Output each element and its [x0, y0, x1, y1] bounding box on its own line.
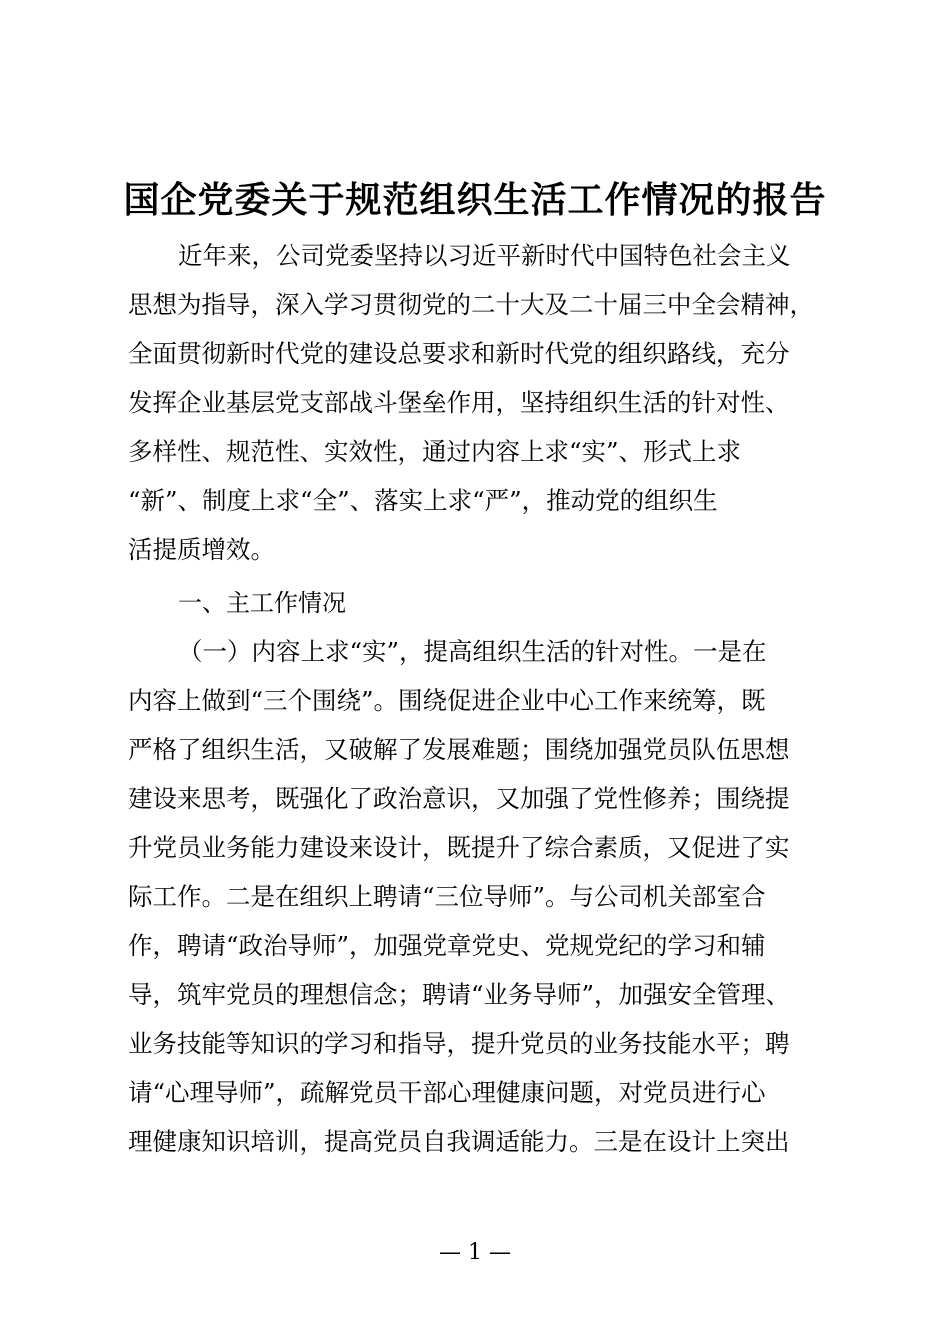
- paragraph-line: 际工作。二是在组织上聘请“三位导师”。与公司机关部室合: [128, 882, 766, 911]
- paragraph-line: 严格了组织生活，又破解了发展难题；围绕加强党员队伍思想: [128, 735, 790, 764]
- paragraph-line: 思想为指导，深入学习贯彻党的二十大及二十届三中全会精神，: [128, 290, 814, 319]
- paragraph-line: 请“心理导师”，疏解党员干部心理健康问题，对党员进行心: [128, 1078, 766, 1107]
- paragraph-line: 升党员业务能力建设来设计，既提升了综合素质，又促进了实: [128, 833, 790, 862]
- paragraph-line: 发挥企业基层党支部战斗堡垒作用，坚持组织生活的针对性、: [128, 388, 790, 417]
- paragraph-line: （一）内容上求“实”，提高组织生活的针对性。一是在: [178, 637, 767, 666]
- paragraph-line: 活提质增效。: [128, 535, 275, 564]
- paragraph-line: 近年来，公司党委坚持以习近平新时代中国特色社会主义: [178, 241, 791, 270]
- paragraph-line: 业务技能等知识的学习和指导，提升党员的业务技能水平；聘: [128, 1029, 790, 1058]
- paragraph-line: 导，筑牢党员的理想信念；聘请“业务导师”，加强安全管理、: [128, 980, 791, 1009]
- paragraph-line: “新”、制度上求“全”、落实上求“严”，推动党的组织生: [128, 486, 718, 515]
- page-number: — 1 —: [439, 1240, 511, 1265]
- paragraph-line: 内容上做到“三个围绕”。围绕促进企业中心工作来统筹，既: [128, 686, 766, 715]
- document-title: 国企党委关于规范组织生活工作情况的报告: [123, 179, 827, 221]
- section-heading: 一、主工作情况: [178, 589, 346, 617]
- paragraph-line: 作，聘请“政治导师”，加强党章党史、党规党纪的学习和辅: [128, 931, 766, 960]
- paragraph-line: 理健康知识培训，提高党员自我调适能力。三是在设计上突出: [128, 1127, 790, 1156]
- paragraph-line: 全面贯彻新时代党的建设总要求和新时代党的组织路线，充分: [128, 339, 790, 368]
- paragraph-line: 多样性、规范性、实效性，通过内容上求“实”、形式上求: [128, 437, 742, 466]
- paragraph-line: 建设来思考，既强化了政治意识，又加强了党性修养；围绕提: [128, 784, 790, 813]
